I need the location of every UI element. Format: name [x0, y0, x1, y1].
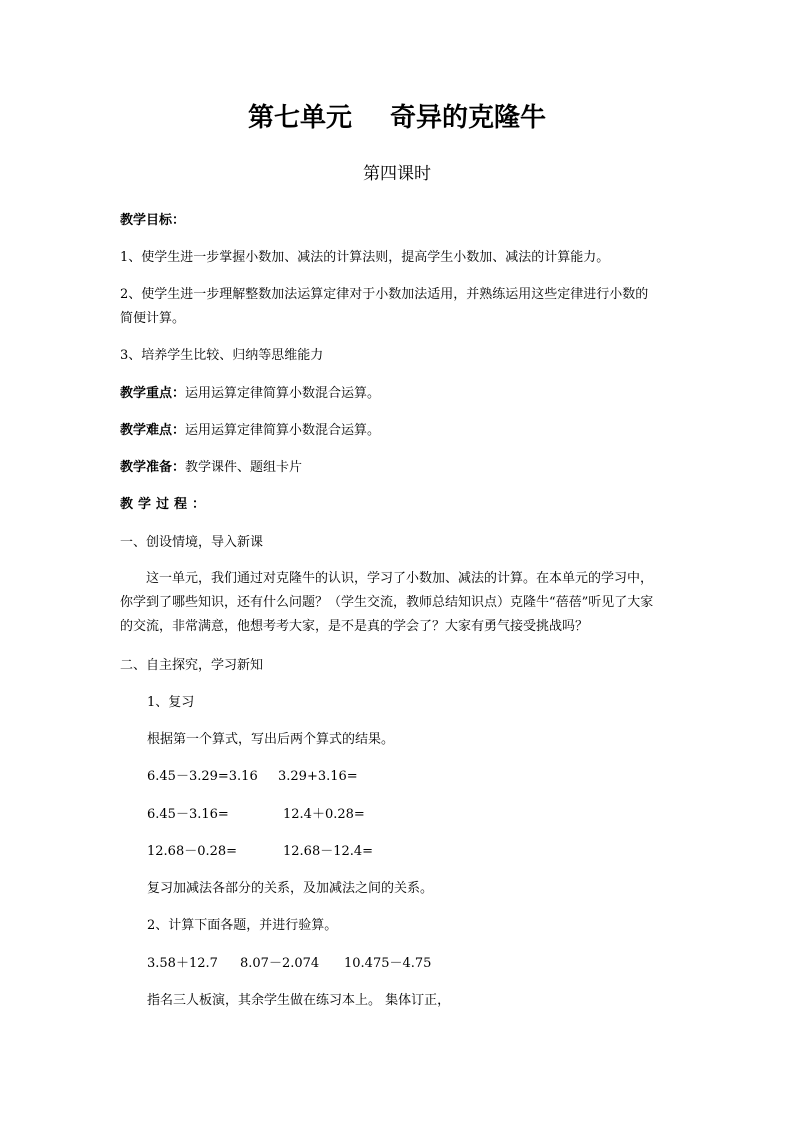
title-unit: 第七单元	[247, 103, 352, 133]
calc-item-1: 3.58＋12.7	[147, 956, 218, 971]
equation-1b: 3.29+3.16=	[278, 769, 358, 784]
process-heading: 教学过程：	[120, 497, 211, 512]
section2-heading: 二、自主探究，学习新知	[120, 658, 264, 673]
review-summary: 复习加减法各部分的关系，及加减法之间的关系。	[147, 881, 434, 896]
preparation-text: 教学课件、题组卡片	[185, 460, 303, 475]
difficulty-text: 运用运算定律简算小数混合运算。	[185, 423, 381, 438]
difficulty-label: 教学难点：	[120, 423, 186, 438]
key-point	[120, 385, 380, 403]
goal-item-2: 2、使学生进一步理解整数加法运算定律对于小数加法适用，并熟练运用这些定律进行小数的简便计算。	[120, 287, 649, 326]
equation-1a: 6.45－3.29=3.16	[147, 769, 258, 784]
equation-3a: 12.68－0.28=	[147, 844, 238, 859]
difficulty	[120, 422, 380, 440]
goal-item-1: 1、使学生进一步掌握小数加、减法的计算法则，提高学生小数加、减法的计算能力。	[120, 250, 610, 265]
calc-note: 指名三人板演，其余学生做在练习本上。 集体订正，	[147, 993, 451, 1008]
goal-item-3: 3、培养学生比较、归纳等思维能力	[120, 348, 324, 363]
calc-title: 2、计算下面各题，并进行验算。	[147, 918, 338, 933]
calc-item-3: 10.475－4.75	[344, 956, 432, 971]
review-title: 1、复习	[147, 695, 195, 710]
document-title	[0, 100, 794, 136]
preparation-label: 教学准备：	[120, 460, 186, 475]
document-subtitle: 第四课时	[363, 164, 431, 184]
calc-item-2: 8.07－2.074	[240, 956, 320, 971]
title-topic: 奇异的克隆牛	[390, 103, 547, 133]
equation-3b: 12.68－12.4=	[283, 844, 374, 859]
equation-2b: 12.4＋0.28=	[283, 807, 365, 822]
section1-heading: 一、创设情境，导入新课	[120, 535, 264, 550]
key-point-label: 教学重点：	[120, 386, 186, 401]
review-instruction: 根据第一个算式，写出后两个算式的结果。	[147, 732, 395, 747]
key-point-text: 运用运算定律简算小数混合运算。	[185, 386, 381, 401]
goals-heading: 教学目标：	[120, 213, 186, 228]
equation-2a: 6.45－3.16=	[147, 807, 229, 822]
preparation	[120, 459, 302, 477]
section1-paragraph: 这一单元，我们通过对克隆牛的认识，学习了小数加、减法的计算。在本单元的学习中，你学到了哪些知识，还有什么问题？（学生交流，教师总结知识点）克隆牛“蓓蓓”听见了大家的交流，非常满意，他想考考大家，是不是真的学会了？大家有勇气接受挑战吗？	[120, 571, 654, 634]
